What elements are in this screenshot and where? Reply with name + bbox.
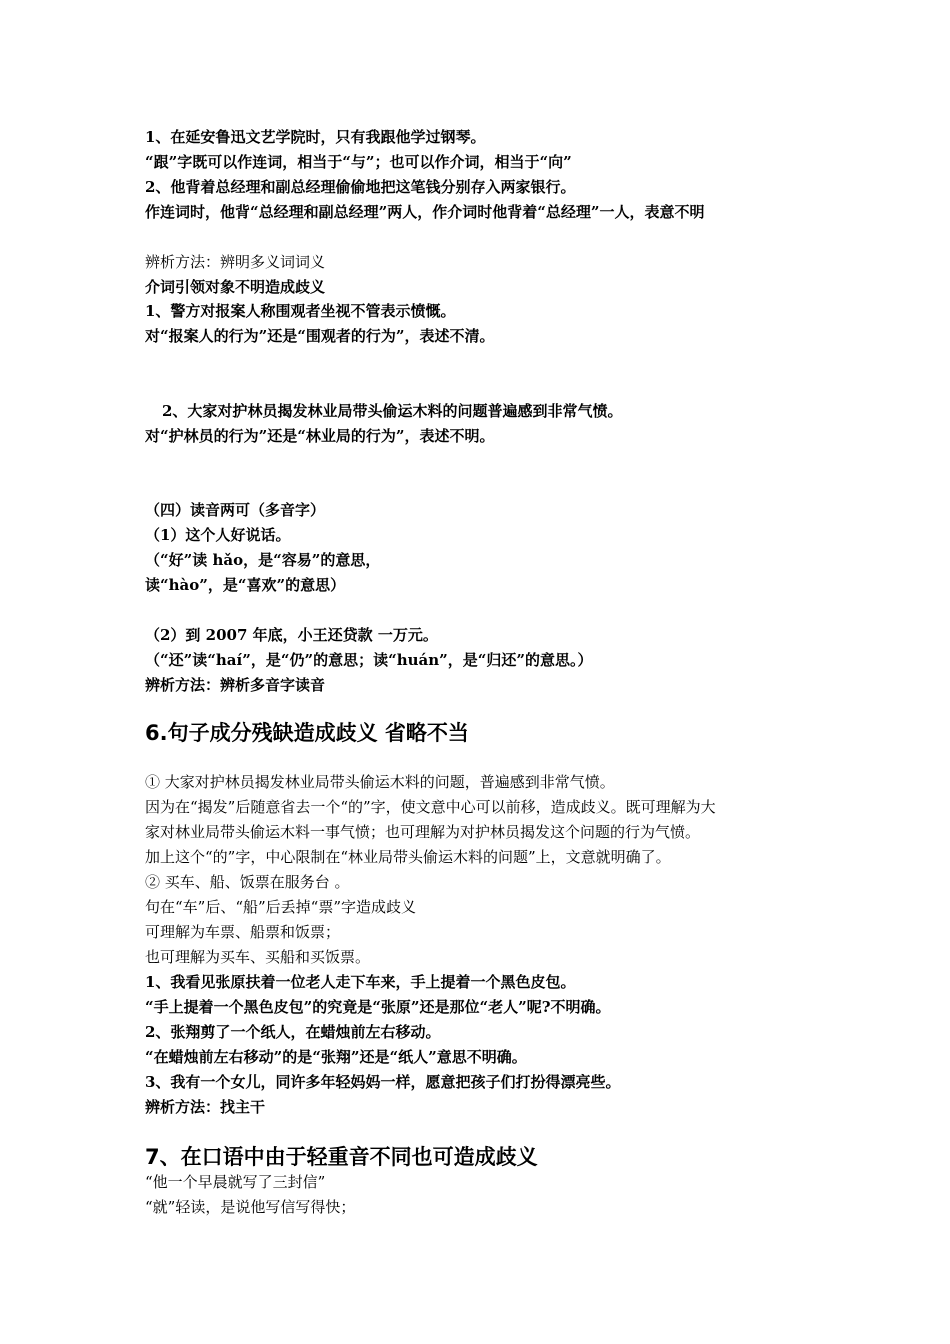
section-heading: 6.句子成分残缺造成歧义 省略不当 bbox=[145, 721, 469, 745]
explanation-line: 加上这个“的”字，中心限制在“林业局带头偷运木料的问题”上，文意就明确了。 bbox=[145, 848, 671, 866]
section-heading: 7、在口语中由于轻重音不同也可造成歧义 bbox=[145, 1145, 538, 1169]
explanation-line: 读“hào”，是“喜欢”的意思） bbox=[145, 576, 346, 594]
example-line: 3、我有一个女儿，同许多年轻妈妈一样，愿意把孩子们打扮得漂亮些。 bbox=[145, 1073, 621, 1091]
example-line: ① 大家对护林员揭发林业局带头偷运木料的问题，普遍感到非常气愤。 bbox=[145, 773, 615, 791]
explanation-line: （“还”读“haí”，是“仍”的意思；读“huán”，是“归还”的意思。） bbox=[145, 651, 593, 669]
example-line: （2）到 2007 年底，小王还贷款 一万元。 bbox=[145, 626, 438, 644]
explanation-line: 也可理解为买车、买船和买饭票。 bbox=[145, 948, 371, 966]
example-line: 1、我看见张原扶着一位老人走下车来，手上提着一个黑色皮包。 bbox=[145, 973, 576, 991]
example-line: 1、警方对报案人称围观者坐视不管表示愤慨。 bbox=[145, 302, 456, 320]
explanation-line: 对“护林员的行为”还是“林业局的行为”，表述不明。 bbox=[145, 427, 495, 445]
subheading-line: （四）读音两可（多音字） bbox=[145, 501, 326, 519]
example-line: （1）这个人好说话。 bbox=[145, 526, 291, 544]
explanation-line: 作连词时，他背“总经理和副总经理”两人，作介词时他背着“总经理”一人，表意不明 bbox=[145, 203, 705, 221]
example-line: 2、张翔剪了一个纸人，在蜡烛前左右移动。 bbox=[145, 1023, 441, 1041]
explanation-line: 因为在“揭发”后随意省去一个“的”字，使文意中心可以前移，造成歧义。既可理解为大 bbox=[145, 798, 716, 816]
method-line: 辨析方法：辨析多音字读音 bbox=[145, 676, 326, 694]
method-line: 辨析方法：找主干 bbox=[145, 1098, 266, 1116]
explanation-line: 句在“车”后、“船”后丢掉“票”字造成歧义 bbox=[145, 898, 417, 916]
subheading-line: 介词引领对象不明造成歧义 bbox=[145, 278, 326, 296]
explanation-line: “就”轻读，是说他写信写得快； bbox=[145, 1198, 356, 1216]
example-line: 1、在延安鲁迅文艺学院时，只有我跟他学过钢琴。 bbox=[145, 128, 486, 146]
example-line: 2、他背着总经理和副总经理偷偷地把这笔钱分别存入两家银行。 bbox=[145, 178, 576, 196]
explanation-line: “在蜡烛前左右移动”的是“张翔”还是“纸人”意思不明确。 bbox=[145, 1048, 527, 1066]
method-line: 辨析方法：辨明多义词词义 bbox=[145, 253, 326, 271]
explanation-line: 可理解为车票、船票和饭票； bbox=[145, 923, 341, 941]
explanation-line: “手上提着一个黑色皮包”的究竟是“张原”还是那位“老人”呢?不明确。 bbox=[145, 998, 611, 1016]
explanation-line: 对“报案人的行为”还是“围观者的行为”，表述不清。 bbox=[145, 327, 495, 345]
example-line: 2、大家对护林员揭发林业局带头偷运木料的问题普遍感到非常气愤。 bbox=[162, 402, 623, 420]
explanation-line: （“好”读 hǎo，是“容易”的意思， bbox=[145, 551, 381, 569]
example-line: ② 买车、船、饭票在服务台 。 bbox=[145, 873, 350, 891]
example-line: “他一个早晨就写了三封信” bbox=[145, 1173, 326, 1191]
explanation-line: 家对林业局带头偷运木料一事气愤；也可理解为对护林员揭发这个问题的行为气愤。 bbox=[145, 823, 701, 841]
explanation-line: “跟”字既可以作连词，相当于“与”；也可以作介词，相当于“向” bbox=[145, 153, 572, 171]
